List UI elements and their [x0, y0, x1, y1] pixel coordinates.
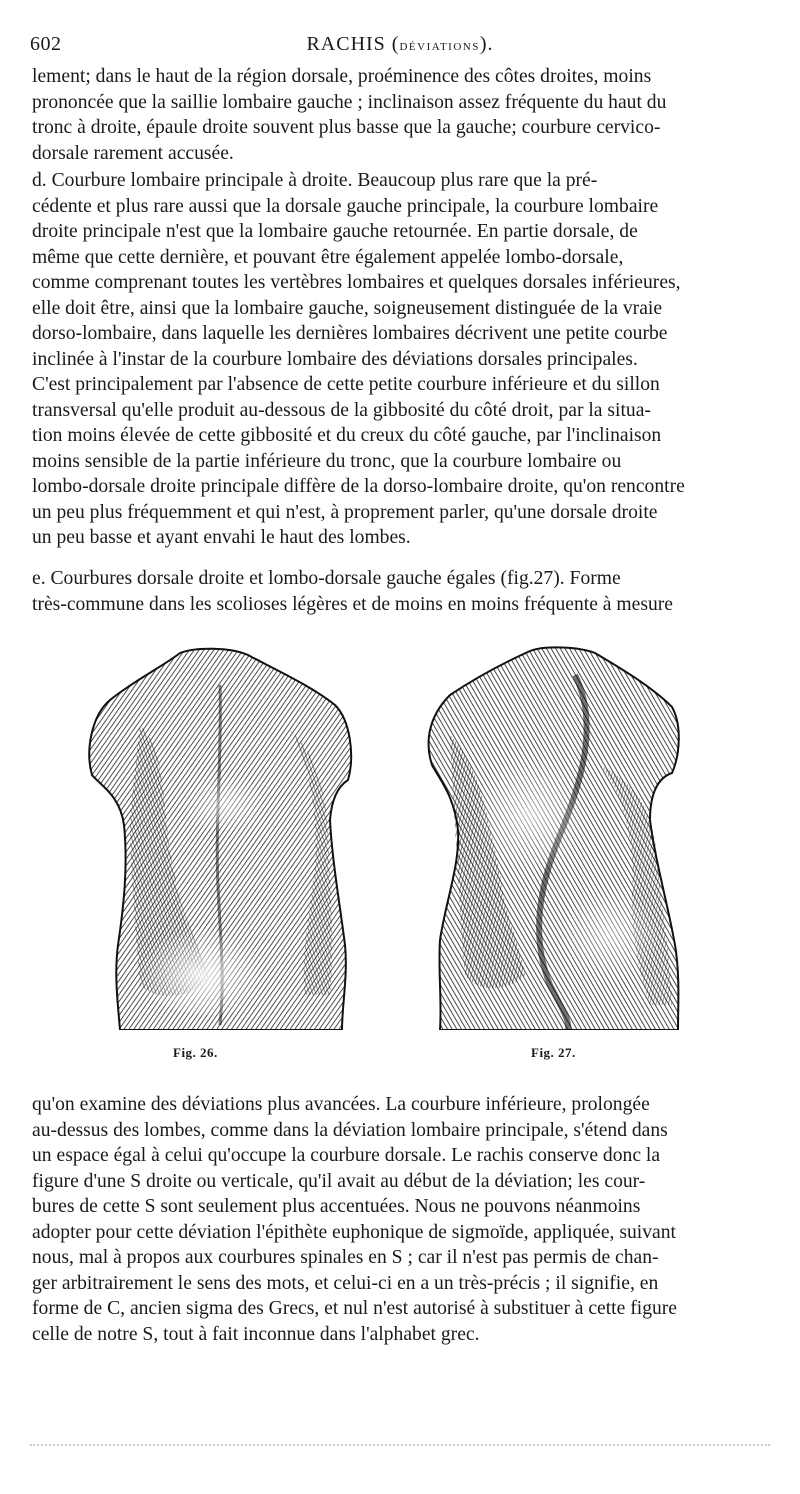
text-line: inclinée à l'instar de la courbure lombaire des déviations dorsales principales.: [32, 348, 638, 370]
text-line: elle doit être, ainsi que la lombaire gauche, soigneusement distinguée de la vraie: [32, 297, 663, 319]
paragraph-section-e: [32, 566, 756, 617]
text-line: d. Courbure lombaire principale à droite. Beaucoup plus rare que la pré-: [32, 170, 598, 191]
paragraph-section-d: [32, 168, 756, 551]
text-line: celle de notre S, tout à fait inconnue dans l'alphabet grec.: [32, 1323, 480, 1345]
text-line: au-dessus des lombes, comme dans la déviation lombaire principale, s'étend dans: [32, 1119, 668, 1141]
page-number: 602: [30, 33, 62, 55]
text-line: e. Courbures dorsale droite et lombo-dorsale gauche égales (fig.27). Forme: [32, 568, 621, 589]
text-line: prononcée que la saillie lombaire gauche ; inclinaison assez fréquente du haut du: [32, 91, 667, 113]
text-line: transversal qu'elle produit au-dessous de la gibbosité du côté droit, par la situa-: [32, 399, 651, 421]
text-line: moins sensible de la partie inférieure du tronc, que la courbure lombaire ou: [32, 450, 622, 472]
figure-plate: [60, 645, 740, 1070]
text-line: lement; dans le haut de la région dorsale, proéminence des côtes droites, moins: [32, 66, 652, 87]
text-line: un peu basse et ayant envahi le haut des lombes.: [32, 527, 411, 548]
torso-engraving-fig26: [80, 645, 360, 1030]
text-line: comme comprenant toutes les vertèbres lombaires et quelques dorsales inférieures,: [32, 272, 681, 293]
text-line: très-commune dans les scolioses légères et de moins en moins fréquente à mesure: [32, 593, 673, 615]
running-title-end: ).: [479, 33, 494, 55]
text-line: nous, mal à propos aux courbures spinales en S ; car il n'est pas permis de chan-: [32, 1247, 659, 1268]
text-line: un peu plus fréquemment et qui n'est, à proprement parler, qu'une dorsale droite: [32, 501, 658, 523]
text-line: dorsale rarement accusée.: [32, 142, 234, 164]
text-line: tronc à droite, épaule droite souvent plus basse que la gauche; courbure cervico-: [32, 117, 661, 138]
text-line: adopter pour cette déviation l'épithète euphonique de sigmoïde, appliquée, suivant: [32, 1221, 676, 1243]
running-title: [30, 33, 770, 56]
running-title-main: RACHIS (: [306, 33, 400, 55]
text-line: bures de cette S sont seulement plus accentuées. Nous ne pouvons néanmoins: [32, 1196, 641, 1217]
running-title-smallcaps: déviations: [399, 38, 480, 54]
text-line: dorso-lombaire, dans laquelle les dernières lombaires décrivent une petite courbe: [32, 323, 668, 344]
figure-caption-26: Fig. 26.: [173, 1045, 218, 1060]
text-line: ger arbitrairement le sens des mots, et celui-ci en a un très-précis ; il signifie, en: [32, 1272, 659, 1294]
page-bottom-rule: [30, 1444, 770, 1446]
page-header: [30, 33, 770, 59]
text-line: un espace égal à celui qu'occupe la courbure dorsale. Le rachis conserve donc la: [32, 1145, 661, 1166]
text-line: droite principale n'est que la lombaire gauche retournée. En partie dorsale, de: [32, 221, 638, 242]
text-line: C'est principalement par l'absence de cette petite courbure inférieure et du sillon: [32, 374, 660, 395]
text-line: même que cette dernière, et pouvant être également appelée lombo-dorsale,: [32, 246, 624, 268]
figure-caption-27: Fig. 27.: [531, 1045, 576, 1060]
torso-engraving-fig27: [410, 645, 690, 1030]
text-line: lombo-dorsale droite principale diffère de la dorso-lombaire droite, qu'on rencontre: [32, 476, 685, 497]
text-line: forme de C, ancien sigma des Grecs, et nul n'est autorisé à substituer à cette figure: [32, 1298, 678, 1319]
text-line: tion moins élevée de cette gibbosité et du creux du côté gauche, par l'inclinaison: [32, 425, 662, 446]
text-line: cédente et plus rare aussi que la dorsale gauche principale, la courbure lombaire: [32, 195, 659, 217]
paragraph-continued: [32, 64, 756, 166]
text-line: figure d'une S droite ou verticale, qu'il avait au début de la déviation; les cour-: [32, 1170, 646, 1192]
text-line: qu'on examine des déviations plus avancées. La courbure inférieure, prolongée: [32, 1094, 650, 1115]
paragraph-continued-after-figures: [32, 1092, 756, 1347]
